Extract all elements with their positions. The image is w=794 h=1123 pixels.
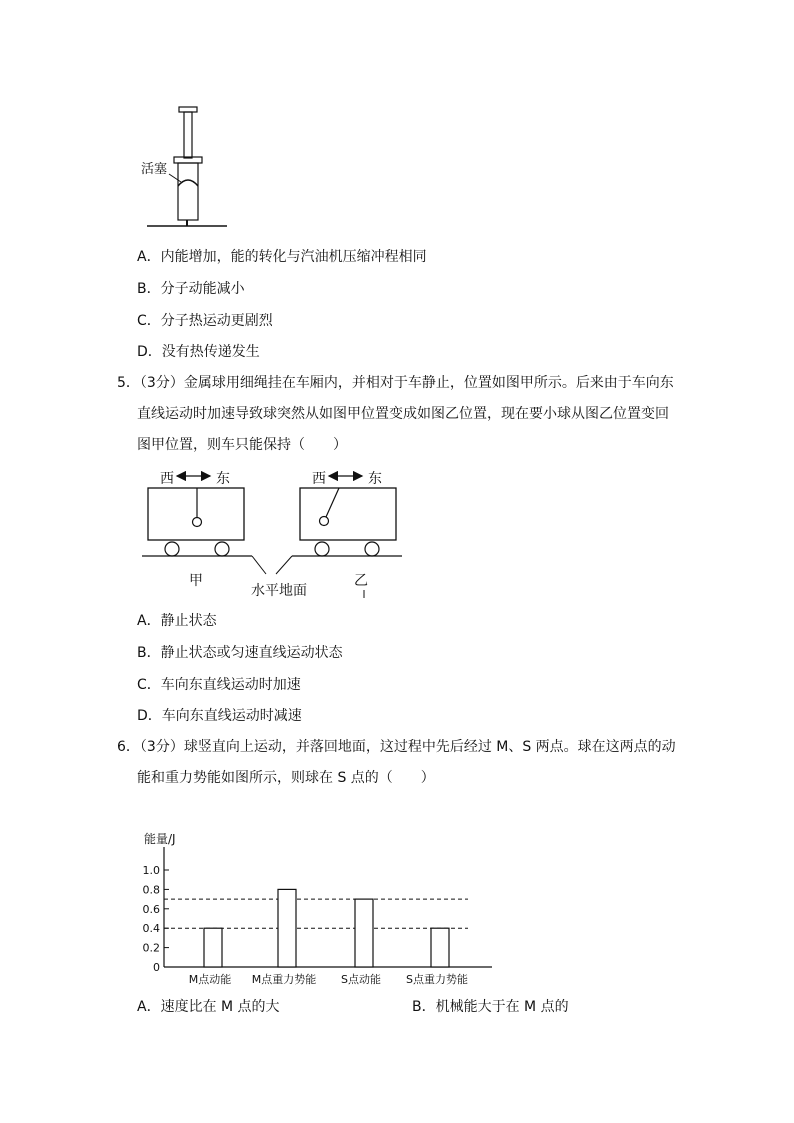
q6-option-b[interactable]: B．机械能大于在 M 点的 xyxy=(412,999,569,1015)
label-jia: 甲 xyxy=(189,573,203,589)
y-tick-label: 0.4 xyxy=(142,922,160,936)
x-tick-label: M点动能 xyxy=(188,973,232,986)
y-tick-label: 0.8 xyxy=(142,883,160,897)
bar xyxy=(355,899,373,967)
q4-option-d[interactable]: D．没有热传递发生 xyxy=(137,344,260,360)
bar xyxy=(278,889,296,967)
west-label-jia: 西 xyxy=(160,471,174,487)
q5-stem-line-3: 图甲位置，则车只能保持（ ） xyxy=(137,437,347,453)
q5-option-b[interactable]: B．静止状态或匀速直线运动状态 xyxy=(137,645,343,661)
y-axis-label: 能量/J xyxy=(144,832,176,846)
east-label-jia: 东 xyxy=(216,471,230,487)
y-tick-label: 0 xyxy=(153,961,160,974)
cart-yi xyxy=(292,476,402,556)
q4-option-c[interactable]: C．分子热运动更剧烈 xyxy=(137,313,273,329)
ground-label: 水平地面 xyxy=(251,583,307,599)
piston-label: 活塞 xyxy=(141,162,168,177)
east-label-yi: 东 xyxy=(368,471,382,487)
x-tick-label: M点重力势能 xyxy=(251,973,317,986)
y-tick-label: 1.0 xyxy=(142,864,160,877)
x-tick-label: S点动能 xyxy=(341,973,381,986)
q6-stem-line-1: 6．（3分）球竖直向上运动，并落回地面，这过程中先后经过 M、S 两点。球在这两点的动 xyxy=(117,739,676,755)
q6-stem-line-2: 能和重力势能如图所示，则球在 S 点的（ ） xyxy=(137,770,435,786)
cart-jia xyxy=(142,476,252,556)
q4-option-b[interactable]: B．分子动能减小 xyxy=(137,281,245,297)
q6-option-a[interactable]: A．速度比在 M 点的大 xyxy=(137,999,280,1015)
q5-option-c[interactable]: C．车向东直线运动时加速 xyxy=(137,677,301,693)
y-tick-label: 0.2 xyxy=(142,941,160,955)
x-tick-label: S点重力势能 xyxy=(406,973,468,986)
q5-option-d[interactable]: D．车向东直线运动时减速 xyxy=(137,708,302,724)
label-yi: 乙 xyxy=(354,573,368,589)
west-label-yi: 西 xyxy=(312,471,326,487)
y-tick-label: 0.6 xyxy=(142,902,160,916)
bar xyxy=(431,928,449,967)
bar xyxy=(204,928,222,967)
q4-option-a[interactable]: A．内能增加，能的转化与汽油机压缩冲程相同 xyxy=(137,249,427,265)
q5-stem-line-2: 直线运动时加速导致球突然从如图甲位置变成如图乙位置，现在要小球从图乙位置变回 xyxy=(137,406,669,422)
q5-option-a[interactable]: A．静止状态 xyxy=(137,613,217,629)
q5-stem-line-1: 5．（3分）金属球用细绳挂在车厢内，并相对于车静止，位置如图甲所示。后来由于车向东 xyxy=(117,375,674,391)
energy-bar-chart xyxy=(130,825,510,990)
